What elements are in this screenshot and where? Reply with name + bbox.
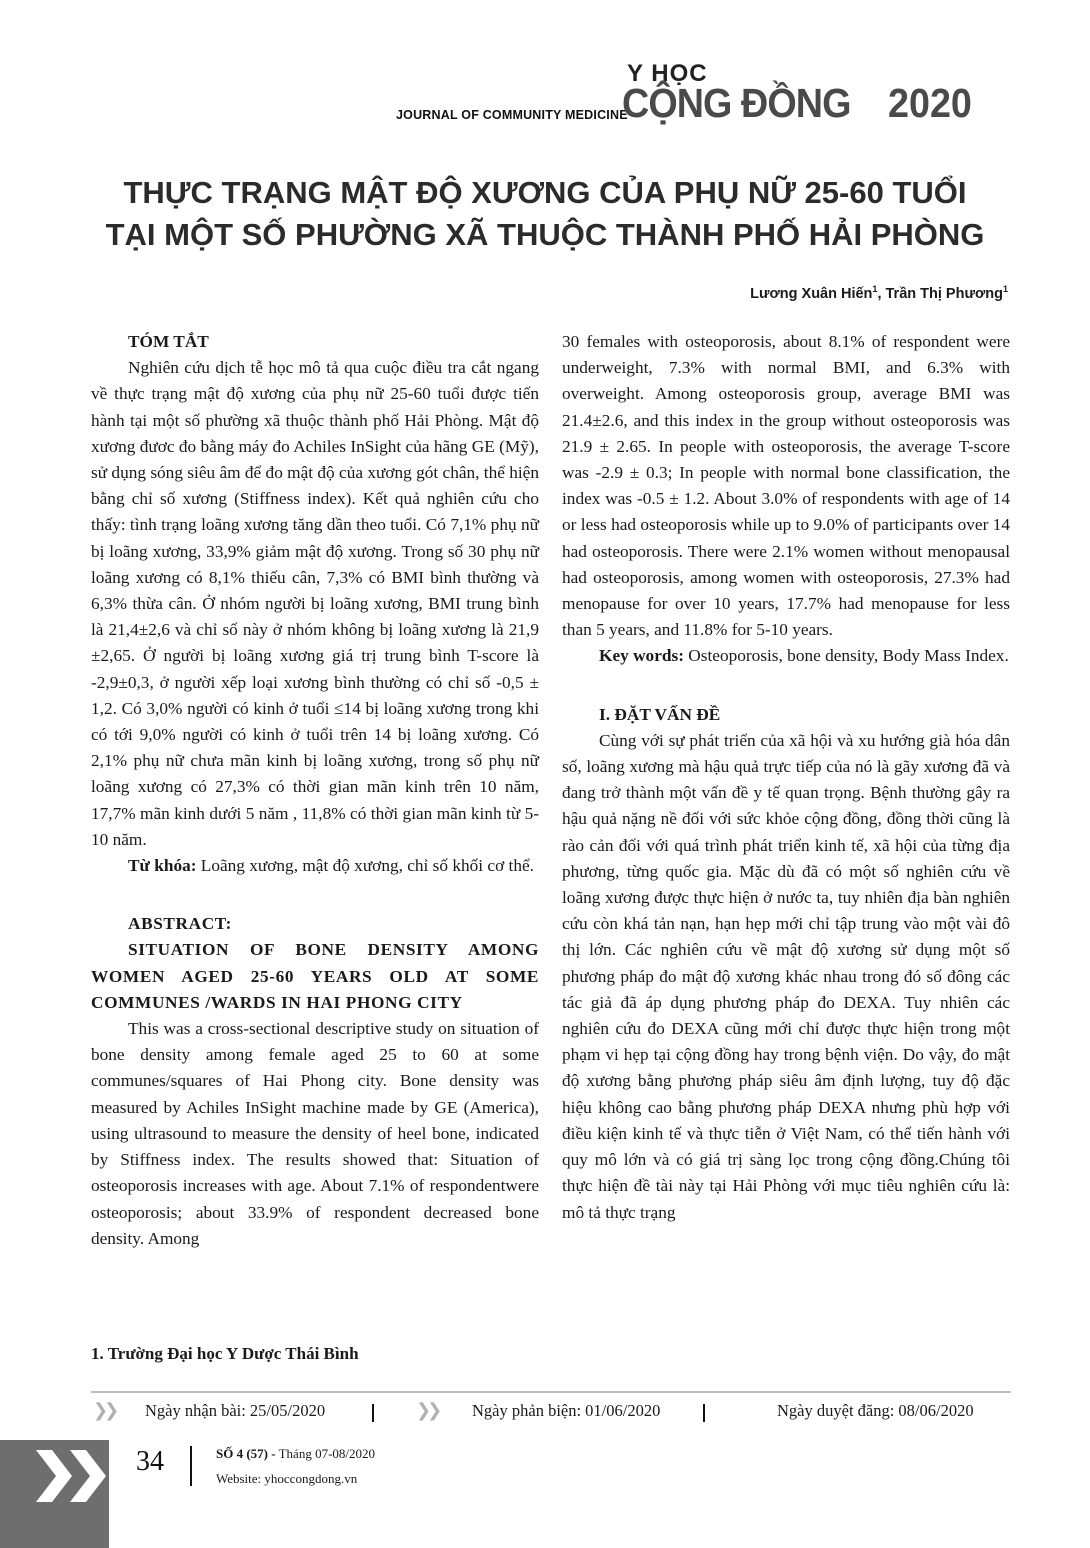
summary-heading: TÓM TẮT [128, 332, 209, 351]
double-chevron-icon: ❯❯ [416, 1400, 439, 1421]
authors [750, 284, 1008, 302]
article-title-line2: TẠI MỘT SỐ PHƯỜNG XÃ THUỘC THÀNH PHỐ HẢI PHÒNG [105, 217, 985, 252]
article-dates [91, 1400, 1011, 1424]
abstract-body-part1: This was a cross-sectional descriptive study on situation of bone density among female aged 25 to 60 at some communes/squares of Hai Phong city. Bone density was measured by Achiles InSight machine made by GE (America), using ultrasound to measure the density of heel bone, indicated by Stiffness index. The results showed that: Situation of osteoporosis increases with age. About 7.1% of respondentwere osteoporosis; about 33.9% of respondent decreased bone density. Among [91, 1019, 539, 1248]
issue-date: Tháng 07-08/2020 [275, 1446, 376, 1461]
section1-heading: I. ĐẶT VẤN ĐỀ [599, 704, 721, 724]
author-2-affil: 1 [1002, 284, 1008, 294]
affiliation-note: 1. Trường Đại học Y Dược Thái Bình [91, 1344, 359, 1363]
journal-logo-line1: Y HỌC [627, 60, 708, 87]
abstract-english-title: SITUATION OF BONE DENSITY AMONG WOMEN AGED 25-60 YEARS OLD AT SOME COMMUNES /WARDS IN HAI PHONG CITY [91, 940, 539, 1012]
abstract-keywords-label: Key words: [599, 646, 684, 666]
page-corner-block [0, 1440, 109, 1548]
summary-body: Nghiên cứu dịch tễ học mô tả qua cuộc điều tra cắt ngang về thực trạng mật độ xương của phụ nữ 25-60 tuổi được tiến hành tại một số phường xã thuộc thành phố Hải Phòng. Mật độ xương đươc đo bằng máy đo Achiles InSight của hãng GE (Mỹ), sử dụng sóng siêu âm để đo mật độ của xương gót chân, thể hiện bằng chỉ số xương (Stiffness index). Kết quả nghiên cứu cho thấy: tình trạng loãng xương tăng dần theo tuổi. Có 7,1% phụ nữ bị loãng xương, 33,9% giảm mật độ xương. Trong số 30 phụ nữ loãng xương có 8,1% thiếu cân, 7,3% có BMI bình thường và 6,3% thừa cân. Ở nhóm người bị loãng xương, BMI trung bình là 21,4±2,6 và chỉ số này ở nhóm không bị loãng xương là 21,9 ±2,65. Ở người bị loãng xương giá trị trung bình T-score là -2,9±0,3, ở người xếp loại xương bình thường có chỉ số -0,5 ± 1,2. Có 3,0% người có kinh ở tuổi ≤14 bị loãng xương trong khi có tới 9,0% người có kinh ở tuổi trên 14 bị loãng xương. Có 2,1% phụ nữ chưa mãn kinh bị loãng xương, trong số phụ nữ loãng xương có 27,3% có thời gian mãn kinh trên 10 năm, 17,7% mãn kinh dưới 5 năm , 11,8% có thời gian mãn kinh từ 5-10 năm. [91, 358, 539, 849]
abstract-body-part2: 30 females with osteoporosis, about 8.1% of respondent were underweight, 7.3% with normal BMI, and 6.3% with overweight. Among osteoporosis group, average BMI was 21.4±2.6, and this index in the group without osteoporosis was 21.9 ± 2.65. In people with osteoporosis, the average T-score was -2.9 ± 0.3; In people with normal bone classification, the index was -0.5 ± 1.2. About 3.0% of respondents with age of 14 or less had osteoporosis while up to 9.0% of participants over 14 had osteoporosis. There were 2.1% women without menopausal had osteoporosis, among women with osteoporosis, 27.3% had menopause for over 10 years, 17.7% had menopause for less than 5 years, and 11.8% for 5-10 years. [562, 332, 1010, 640]
issue-number: SỐ 4 (57) - [216, 1446, 276, 1461]
article-title [0, 172, 1090, 256]
journal-website: Website: yhoccongdong.vn [216, 1471, 358, 1486]
article-title-line1: THỰC TRẠNG MẬT ĐỘ XƯƠNG CỦA PHỤ NỮ 25-60 TUỔI [123, 175, 967, 210]
journal-logo-line2: CỘNG ĐỒNG [622, 80, 851, 126]
author-1: Lương Xuân Hiến [750, 285, 873, 302]
page-number-divider [190, 1446, 192, 1486]
double-chevron-icon [36, 1450, 110, 1502]
summary-keywords-text: Loãng xương, mật độ xương, chỉ số khối cơ thể. [196, 856, 534, 876]
received-date: Ngày nhận bài: 25/05/2020 [145, 1401, 326, 1420]
review-date: Ngày phản biện: 01/06/2020 [472, 1401, 661, 1420]
author-2: Trần Thị Phương [885, 285, 1003, 302]
page-number: 34 [136, 1446, 164, 1477]
left-column [91, 329, 539, 1252]
issue-info [216, 1446, 375, 1462]
accepted-date: Ngày duyệt đăng: 08/06/2020 [777, 1401, 974, 1420]
author-separator: , [877, 285, 886, 302]
section1-body: Cùng với sự phát triển của xã hội và xu hướng già hóa dân số, loãng xương mà hậu quả trực tiếp của nó là gãy xương đã và đang trở thành một vấn đề y tế quan trọng. Bệnh thường gây ra hậu quả nặng nề đối với sức khỏe cộng đồng, đồng thời cũng là rào cản đối với quá trình phát triển kinh tế, xã hội của từng địa phương, từng quốc gia. Mặc dù đã có một số nghiên cứu về loãng xương được thực hiện ở nước ta, tuy nhiên địa bàn nghiên cứu còn khá tản nạn, hạn hẹp mới chỉ tập trung vào một vài đô thị lớn. Các nghiên cứu về mật độ xương sử dụng một số phương pháp đo mật độ xương khác nhau trong đó số đông các tác giả đã áp dụng phương pháp đo DEXA. Tuy nhiên các nghiên cứu đo DEXA cũng mới chỉ được thực hiện trong một phạm vi hẹp tại cộng đồng hay trong bệnh viện. Do vậy, đo mật độ xương bằng phương pháp siêu âm định lượng, tuy độ đặc hiệu không cao bằng phương pháp DEXA nhưng phù hợp với điều kiện kinh tế và thực tiễn ở Việt Nam, có thể tiến hành với quy mô lớn và có giá trị sàng lọc trong cộng đồng.Chúng tôi thực hiện đề tài này tại Hải Phòng với mục tiêu nghiên cứu là: mô tả thực trạng [562, 730, 1010, 1222]
right-column [562, 329, 1010, 1226]
journal-english-name: JOURNAL OF COMMUNITY MEDICINE [396, 108, 628, 122]
date-separator [703, 1404, 705, 1422]
spacer [562, 670, 1010, 702]
footer-divider [91, 1391, 1011, 1393]
author-1-affil: 1 [872, 284, 878, 294]
abstract-keywords-text: Osteoporosis, bone density, Body Mass Index. [683, 646, 1009, 666]
summary-keywords [91, 853, 539, 879]
journal-year: 2020 [888, 80, 972, 126]
abstract-heading: ABSTRACT: [128, 914, 232, 934]
date-separator [372, 1404, 374, 1422]
double-chevron-icon: ❯❯ [93, 1400, 116, 1421]
abstract-keywords [562, 643, 1010, 669]
summary-keywords-label: Từ khóa: [128, 856, 197, 876]
spacer [91, 879, 539, 911]
